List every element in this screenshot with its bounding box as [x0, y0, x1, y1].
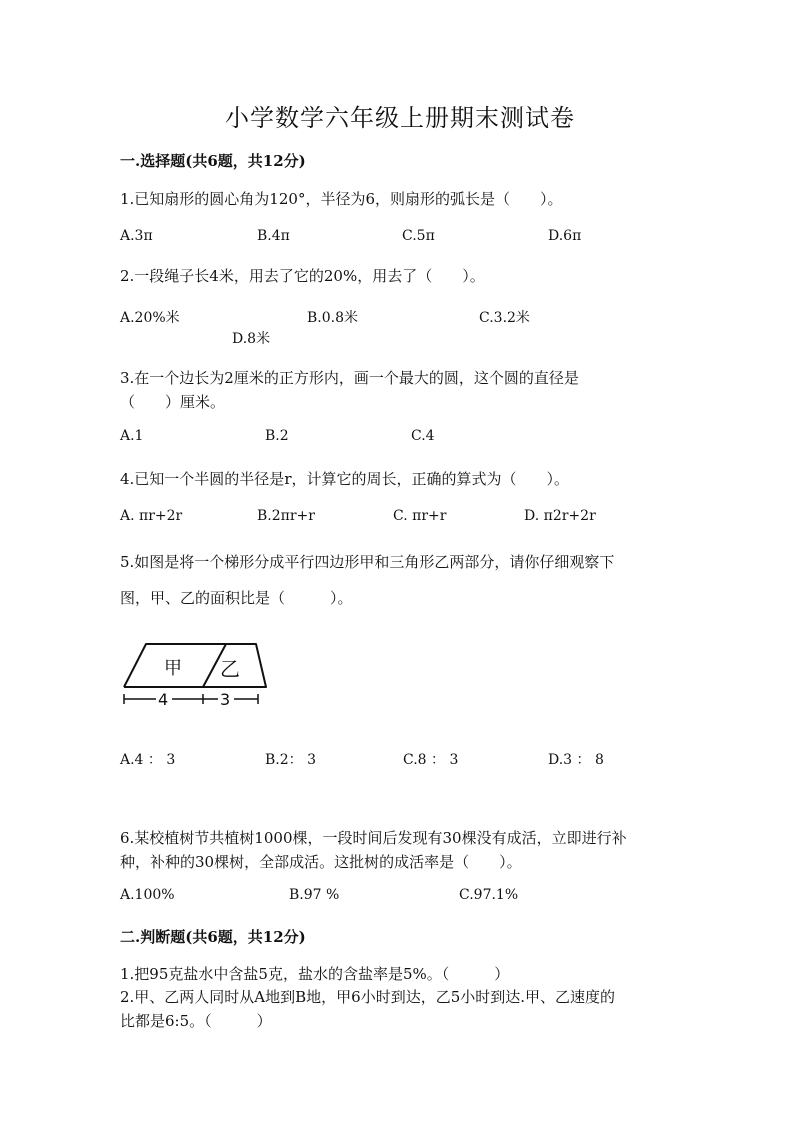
trapezoid-outline: [124, 644, 266, 687]
question-1-options: [120, 228, 700, 250]
option-a[interactable]: A.20%米: [120, 310, 180, 326]
option-b[interactable]: B.0.8米: [307, 310, 359, 326]
question-5-line-2: 图，甲、乙的面积比是（ ）。: [120, 589, 353, 607]
option-a[interactable]: A.3π: [120, 228, 153, 244]
section-heading-judgment: 二.判断题(共6题，共12分): [120, 928, 306, 946]
question-5: [120, 544, 680, 616]
page-title: 小学数学六年级上册期末测试卷: [225, 104, 575, 132]
option-c[interactable]: C.4: [411, 428, 435, 444]
option-c[interactable]: C.97.1%: [459, 887, 519, 903]
option-d[interactable]: D.6π: [548, 228, 582, 244]
option-c[interactable]: C.5π: [402, 228, 435, 244]
option-d[interactable]: D.8米: [232, 331, 271, 347]
option-a[interactable]: A.1: [120, 428, 144, 444]
option-b[interactable]: B.97 %: [289, 887, 340, 903]
question-3-line-1: 3.在一个边长为2厘米的正方形内，画一个最大的圆，这个圆的直径是: [120, 369, 579, 387]
judgment-question-2-line-2: 比都是6:5。（ ）: [120, 1012, 272, 1030]
option-b[interactable]: B.2： 3: [265, 752, 317, 768]
length-label-a: 4: [158, 690, 169, 709]
trapezoid-figure: [118, 632, 268, 717]
question-1: 1.已知扇形的圆心角为120°，半径为6，则扇形的弧长是（ ）。: [120, 190, 563, 208]
judgment-question-1: 1.把95克盐水中含盐5克，盐水的含盐率是5%。（ ）: [120, 965, 510, 983]
question-6: [120, 826, 680, 874]
option-d[interactable]: D. π2r+2r: [524, 508, 596, 524]
question-2: 2.一段绳子长4米，用去了它的20%，用去了（ ）。: [120, 267, 485, 285]
judgment-question-2-line-1: 2.甲、乙两人同时从A地到B地，甲6小时到达，乙5小时到达.甲、乙速度的: [120, 988, 616, 1006]
question-6-line-1: 6.某校植树节共植树1000棵，一段时间后发现有30棵没有成活，立即进行补: [120, 829, 627, 847]
option-c[interactable]: C.3.2米: [479, 310, 530, 326]
question-5-options: [120, 749, 700, 771]
option-b[interactable]: B.2πr+r: [257, 508, 315, 524]
question-4-options: [120, 508, 700, 530]
option-c[interactable]: C. πr+r: [393, 508, 447, 524]
option-a[interactable]: A.4 ： 3: [120, 752, 176, 768]
judgment-question-2: [120, 985, 680, 1033]
question-3-options: [120, 428, 700, 450]
question-6-options: [120, 887, 700, 909]
label-yi: 乙: [220, 657, 240, 681]
option-a[interactable]: A.100%: [120, 887, 175, 903]
question-5-line-1: 5.如图是将一个梯形分成平行四边形甲和三角形乙两部分，请你仔细观察下: [120, 553, 615, 571]
question-2-options: [120, 307, 700, 347]
option-b[interactable]: B.4π: [257, 228, 290, 244]
length-label-b: 3: [220, 690, 231, 709]
question-3-line-2: （ ）厘米。: [120, 393, 226, 411]
question-4: 4.已知一个半圆的半径是r，计算它的周长，正确的算式为（ ）。: [120, 470, 569, 488]
question-3: [120, 366, 680, 414]
question-6-line-2: 种，补种的30棵树，全部成活。这批树的成活率是（ ）。: [120, 853, 522, 871]
option-c[interactable]: C.8 ： 3: [403, 752, 459, 768]
label-jia: 甲: [164, 658, 182, 679]
option-b[interactable]: B.2: [265, 428, 289, 444]
option-a[interactable]: A. πr+2r: [120, 508, 183, 524]
option-d[interactable]: D.3 ： 8: [548, 752, 604, 768]
section-heading-choice: 一.选择题(共6题，共12分): [120, 152, 306, 170]
